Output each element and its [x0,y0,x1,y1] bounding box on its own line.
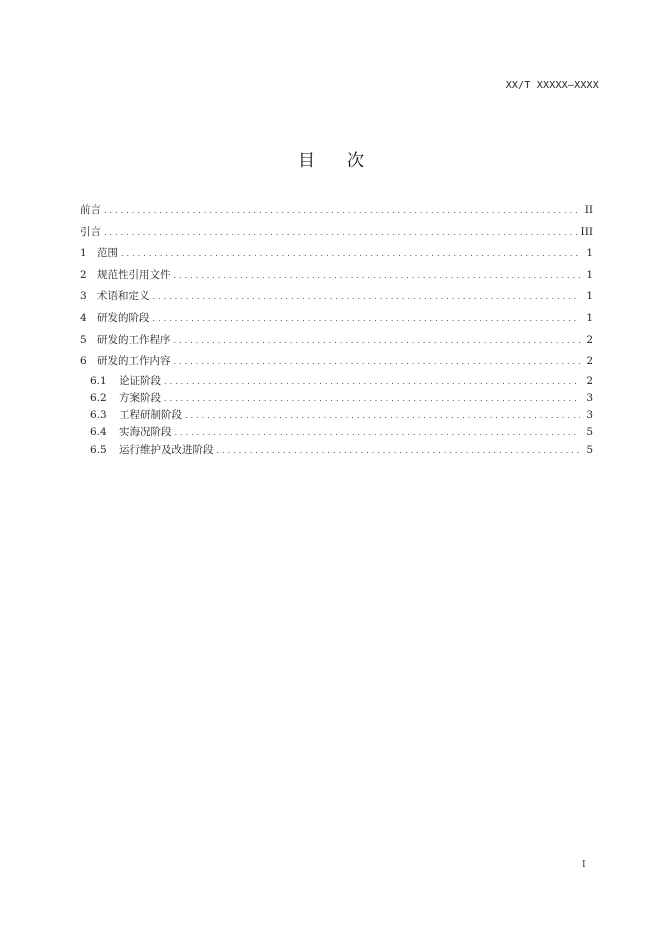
toc-entry-page: 1 [586,311,593,324]
toc-entry-label: 论证阶段 [119,374,161,387]
footer-page-number: I [582,860,586,870]
toc-entry-number: 6.5 [90,443,107,456]
toc-title-part2: 次 [347,151,364,171]
toc-leader-dots [174,351,581,373]
toc-entry-6-4[interactable] [80,424,593,441]
toc-entry-label: 研发的阶段 [97,311,150,324]
toc-entry-number: 4 [80,311,87,324]
toc-entry-label: 方案阶段 [119,391,161,404]
toc-entry-6-2[interactable] [80,390,593,407]
toc-entry-3[interactable] [80,286,593,308]
toc-entry-label: 术语和定义 [97,290,150,303]
toc-entry-6-1[interactable] [80,373,593,390]
toc-entry-page: 2 [586,355,593,368]
toc-entry-6[interactable] [80,351,593,373]
toc-title [0,146,662,171]
toc-entry-number: 6.1 [90,374,107,387]
toc-entry-page: 1 [586,290,593,303]
toc-entry-1[interactable] [80,243,593,265]
toc-entry-number: 2 [80,268,87,281]
toc-entry-label: 运行维护及改进阶段 [119,443,214,456]
toc-leader-dots [153,286,581,308]
toc-entry-number: 5 [80,333,87,346]
toc-entry-page: 5 [586,443,593,456]
toc-leader-dots [185,407,580,424]
document-code: XX/T XXXXX—XXXX [505,80,599,91]
toc-leader-dots [174,265,581,287]
toc-entry-6-3[interactable] [80,407,593,424]
toc-entry-number: 6.4 [90,426,107,439]
toc-entry-page: II [584,204,593,216]
toc-entry-number: 6.2 [90,391,107,404]
toc-leader-dots [104,222,578,244]
toc-entry-label: 工程研制阶段 [119,409,182,422]
toc-entry-page: 1 [586,268,593,281]
toc-leader-dots [104,200,580,222]
toc-leader-dots [153,308,581,330]
toc-entry-2[interactable] [80,265,593,287]
toc-entry-4[interactable] [80,308,593,330]
toc-entry-number: 6.3 [90,409,107,422]
toc-entry-number: 6 [80,355,87,368]
toc-leader-dots [217,442,581,459]
toc-entry-5[interactable] [80,330,593,352]
toc-entry-6-5[interactable] [80,442,593,459]
toc-entry-label: 实海况阶段 [119,426,172,439]
toc-title-part1: 目 [298,151,315,171]
table-of-contents [80,200,593,459]
toc-entry-label: 引言 [80,225,101,238]
toc-entry-foreword[interactable] [80,200,593,222]
toc-entry-label: 前言 [80,204,101,216]
toc-entry-label: 范围 [97,247,118,260]
toc-entry-page: 2 [586,374,593,387]
toc-leader-dots [175,424,581,441]
toc-leader-dots [164,373,580,390]
toc-entry-page: 1 [586,247,593,260]
toc-leader-dots [174,330,581,352]
toc-entry-page: 3 [586,391,593,404]
toc-entry-label: 研发的工作程序 [97,333,171,346]
toc-entry-page: III [580,225,593,238]
toc-entry-number: 1 [80,247,87,260]
toc-entry-label: 规范性引用文件 [97,268,171,281]
toc-leader-dots [164,390,580,407]
toc-entry-label: 研发的工作内容 [97,355,171,368]
toc-entry-page: 5 [586,426,593,439]
toc-leader-dots [121,243,580,265]
toc-entry-page: 2 [586,333,593,346]
toc-entry-page: 3 [586,409,593,422]
toc-entry-number: 3 [80,290,87,303]
toc-entry-introduction[interactable] [80,222,593,244]
